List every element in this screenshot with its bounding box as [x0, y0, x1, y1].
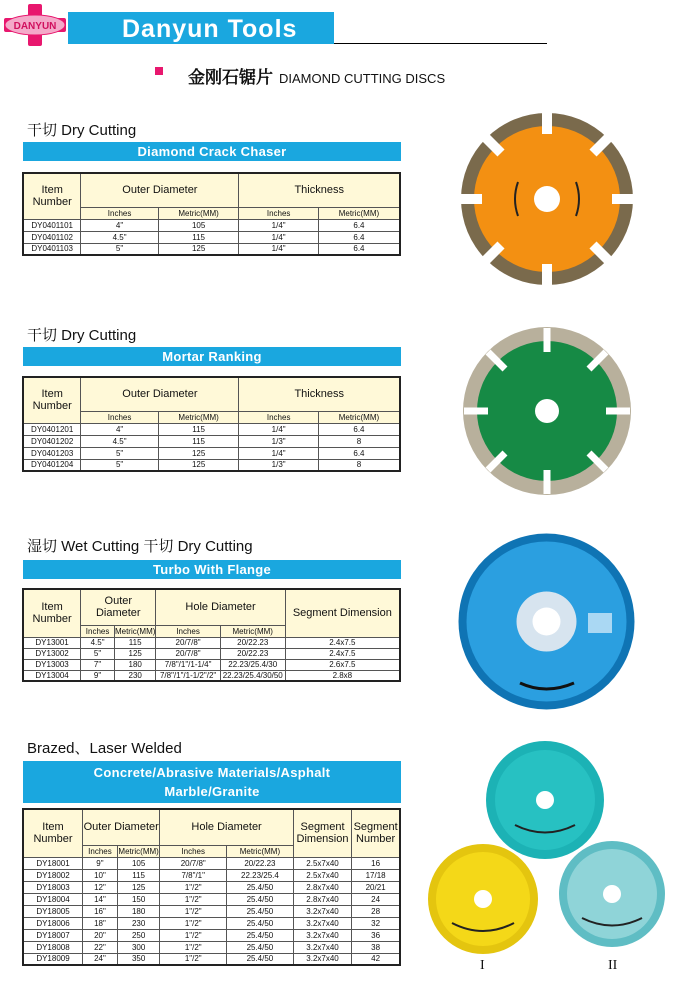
section2-title: 干切 Dry Cutting: [27, 327, 137, 344]
table-cell: DY0401202: [23, 435, 81, 447]
table-cell: 24": [83, 953, 118, 965]
blade-label-2: II: [608, 958, 618, 973]
table-cell: 1"/2": [160, 953, 227, 965]
table-cell: 3.2x7x40: [293, 941, 351, 953]
table-cell: 125: [158, 459, 239, 471]
table-cell: DY18005: [23, 905, 83, 917]
table-cell: 9": [83, 857, 118, 869]
table-cell: 2.5x7x40: [293, 857, 351, 869]
table-cell: DY0401101: [23, 219, 81, 231]
table-cell: 115: [158, 423, 239, 435]
table-cell: 1"/2": [160, 893, 227, 905]
table-cell: 1/4": [239, 231, 318, 243]
table-cell: 6.4: [318, 423, 400, 435]
table-cell: 230: [114, 670, 155, 681]
section3-banner: Turbo With Flange: [23, 560, 401, 579]
table-cell: 25.4/50: [227, 929, 294, 941]
table-cell: DY18009: [23, 953, 83, 965]
table-row: [23, 670, 400, 681]
table-cell: 6.4: [318, 219, 400, 231]
table-cell: 4.5": [81, 435, 158, 447]
table-cell: 125: [117, 881, 160, 893]
table-row: [23, 941, 400, 953]
table-cell: DY18006: [23, 917, 83, 929]
table-cell: 300: [117, 941, 160, 953]
table-cell: 22": [83, 941, 118, 953]
table-cell: 20/7/8": [156, 637, 220, 648]
table-cell: 1"/2": [160, 905, 227, 917]
table-cell: DY18001: [23, 857, 83, 869]
table-cell: 7/8"/1": [160, 869, 227, 881]
page-heading: 金刚石锯片 DIAMOND CUTTING DISCS: [188, 68, 446, 87]
table-cell: 1/4": [239, 423, 318, 435]
table-cell: 125: [158, 447, 239, 459]
table-cell: DY18007: [23, 929, 83, 941]
table-cell: 1/4": [239, 243, 318, 255]
table-cell: 6.4: [318, 231, 400, 243]
table-cell: 5": [81, 459, 158, 471]
table-cell: 4.5": [81, 231, 158, 243]
table-cell: 20/21: [352, 881, 400, 893]
table-cell: 115: [158, 435, 239, 447]
table-cell: 8: [318, 435, 400, 447]
table-cell: 2.8x7x40: [293, 893, 351, 905]
table-cell: 25.4/50: [227, 905, 294, 917]
table-cell: 2.4x7.5: [285, 648, 400, 659]
table-cell: 1"/2": [160, 881, 227, 893]
table-cell: 22.23/25.4/30/50: [220, 670, 285, 681]
table-cell: 25.4/50: [227, 881, 294, 893]
section1-title: 干切 Dry Cutting: [27, 122, 137, 139]
table-cell: 20": [83, 929, 118, 941]
table-cell: DY18003: [23, 881, 83, 893]
table-cell: 22.23/25.4: [227, 869, 294, 881]
table-cell: 14": [83, 893, 118, 905]
table-cell: 9": [81, 670, 115, 681]
table-cell: 3.2x7x40: [293, 905, 351, 917]
section4-banner: Concrete/Abrasive Materials/Asphalt Marble/Granite: [23, 761, 401, 803]
turbo-blade-image: [458, 533, 635, 710]
table-cell: 1"/2": [160, 941, 227, 953]
table-cell: 125: [158, 243, 239, 255]
table-row: [23, 219, 400, 231]
table-row: [23, 435, 400, 447]
brazed-blade-image-1: [427, 843, 539, 955]
table-cell: DY0401102: [23, 231, 81, 243]
table-cell: 1/4": [239, 447, 318, 459]
table-cell: 24: [352, 893, 400, 905]
table-row: [23, 231, 400, 243]
table-cell: 36: [352, 929, 400, 941]
table-cell: 2.6x7.5: [285, 659, 400, 670]
table-cell: DY0401204: [23, 459, 81, 471]
table-cell: DY18002: [23, 869, 83, 881]
table-cell: 2.8x8: [285, 670, 400, 681]
danyun-logo: [4, 4, 66, 46]
table-cell: DY13003: [23, 659, 81, 670]
table-cell: 10": [83, 869, 118, 881]
table-cell: 12": [83, 881, 118, 893]
table-cell: 25.4/50: [227, 941, 294, 953]
table-cell: 1/3": [239, 435, 318, 447]
table-cell: 115: [114, 637, 155, 648]
table-cell: 1/4": [239, 219, 318, 231]
table-cell: 42: [352, 953, 400, 965]
table-cell: 16: [352, 857, 400, 869]
table-cell: 16": [83, 905, 118, 917]
svg-text:DANYUN: DANYUN: [13, 21, 57, 32]
table-cell: DY0401203: [23, 447, 81, 459]
table-cell: DY13001: [23, 637, 81, 648]
table-cell: 17/18: [352, 869, 400, 881]
section3-title: 湿切 Wet Cutting 干切 Dry Cutting: [27, 538, 253, 555]
brand-title: Danyun Tools: [122, 15, 298, 43]
table-row: [23, 648, 400, 659]
section2-banner: Mortar Ranking: [23, 347, 401, 366]
table-cell: DY0401201: [23, 423, 81, 435]
table-cell: 25.4/50: [227, 953, 294, 965]
table-cell: 6.4: [318, 447, 400, 459]
table-cell: 180: [114, 659, 155, 670]
table-cell: 18": [83, 917, 118, 929]
table-cell: 150: [117, 893, 160, 905]
table-cell: 32: [352, 917, 400, 929]
table-row: [23, 929, 400, 941]
table-cell: 6.4: [318, 243, 400, 255]
table-row: [23, 857, 400, 869]
heading-bullet: [155, 67, 163, 75]
table-cell: DY13004: [23, 670, 81, 681]
table-cell: 3.2x7x40: [293, 929, 351, 941]
table-cell: 115: [158, 231, 239, 243]
crack-chaser-blade-image: [460, 112, 634, 286]
section1-table: Item Number Outer Diameter Thickness Inches Metric(MM) Inches Metric(MM) DY0401101 4" 105 1/4" 6.4 DY0401102 4.5" 115 1/4" 6.4 DY0401103 5" 125 1/4" 6.4: [22, 172, 401, 256]
table-cell: 20/7/8": [156, 648, 220, 659]
table-row: [23, 953, 400, 965]
table-cell: 7": [81, 659, 115, 670]
table-cell: 2.8x7x40: [293, 881, 351, 893]
table-cell: 4": [81, 219, 158, 231]
header-rule: [334, 43, 547, 44]
table-row: [23, 659, 400, 670]
table-cell: DY18008: [23, 941, 83, 953]
table-cell: 5": [81, 648, 115, 659]
section1-banner: Diamond Crack Chaser: [23, 142, 401, 161]
table-cell: 8: [318, 459, 400, 471]
table-row: [23, 881, 400, 893]
table-cell: 105: [117, 857, 160, 869]
table-row: [23, 637, 400, 648]
table-cell: 7/8"/1"/1-1/2"/2": [156, 670, 220, 681]
table-cell: 25.4/50: [227, 893, 294, 905]
table-row: [23, 447, 400, 459]
table-row: [23, 423, 400, 435]
table-cell: DY18004: [23, 893, 83, 905]
section4-title: Brazed、Laser Welded: [27, 740, 182, 757]
table-cell: 5": [81, 243, 158, 255]
table-cell: 2.4x7.5: [285, 637, 400, 648]
table-cell: 1"/2": [160, 917, 227, 929]
section4-table: Item Number Outer Diameter Hole Diameter Segment Dimension Segment Number Inches Metric(MM) Inches Metric(MM) DY18001 9" 105 20/7/8" 20/22.23 2.5x7x40 16 DY18002 10" 115 7/8"/1" 22.23/25.4 2.5x7x40 17/18 DY18003 12" 125 1"/2" 25.4/50 2.8x7x40 20/21 DY18004 14" 150 1"/2" 25.4/50 2.8x7x40 24 DY18005 16" 180 1"/2" 25.4/50 3.2x7x40 28 DY18006 18" 230 1"/2" 25.4/50 3.2x7x40 32 DY18007 20" 250 1"/2" 25.4/50 3.2x7x40 36 DY18008 22" 300 1"/2" 25.4/50 3.2x7x40 38 DY18009 24" 350 1"/2" 25.4/50 3.2x7x40 42: [22, 808, 401, 966]
table-cell: 105: [158, 219, 239, 231]
table-cell: 3.2x7x40: [293, 917, 351, 929]
table-cell: 115: [117, 869, 160, 881]
table-cell: DY0401103: [23, 243, 81, 255]
table-row: [23, 917, 400, 929]
table-cell: 20/22.23: [220, 637, 285, 648]
blade-label-1: I: [480, 958, 485, 973]
brand-bar: [68, 12, 334, 44]
section3-table: Item Number Outer Diameter Hole Diameter Segment Dimension Inches Metric(MM) Inches Metric(MM) DY13001 4.5" 115 20/7/8" 20/22.23 2.4x7.5 DY13002 5" 125 20/7/8" 20/22.23 2.4x7.5 DY13003 7" 180 7/8"/1"/1-1/4" 22.23/25.4/30 2.6x7.5 DY13004 9" 230 7/8"/1"/1-1/2"/2" 22.23/25.4/30/50 2.8x8: [22, 588, 401, 682]
brazed-blade-image-2: [558, 840, 666, 948]
table-cell: 180: [117, 905, 160, 917]
table-cell: 250: [117, 929, 160, 941]
table-cell: 7/8"/1"/1-1/4": [156, 659, 220, 670]
table-cell: 22.23/25.4/30: [220, 659, 285, 670]
mortar-ranking-blade-image: [462, 326, 632, 496]
table-cell: 20/22.23: [220, 648, 285, 659]
table-cell: 1/3": [239, 459, 318, 471]
table-row: [23, 893, 400, 905]
table-cell: 25.4/50: [227, 917, 294, 929]
table-cell: 5": [81, 447, 158, 459]
table-row: [23, 869, 400, 881]
table-cell: 20/7/8": [160, 857, 227, 869]
table-cell: 125: [114, 648, 155, 659]
table-cell: 230: [117, 917, 160, 929]
table-cell: 4.5": [81, 637, 115, 648]
section2-table: Item Number Outer Diameter Thickness Inches Metric(MM) Inches Metric(MM) DY0401201 4" 115 1/4" 6.4 DY0401202 4.5" 115 1/3" 8 DY0401203 5" 125 1/4" 6.4 DY0401204 5" 125 1/3" 8: [22, 376, 401, 472]
table-cell: 20/22.23: [227, 857, 294, 869]
table-cell: 350: [117, 953, 160, 965]
table-row: [23, 459, 400, 471]
table-cell: 1"/2": [160, 929, 227, 941]
table-cell: 38: [352, 941, 400, 953]
table-cell: 3.2x7x40: [293, 953, 351, 965]
table-row: [23, 905, 400, 917]
table-cell: 4": [81, 423, 158, 435]
table-row: [23, 243, 400, 255]
table-cell: 2.5x7x40: [293, 869, 351, 881]
table-cell: DY13002: [23, 648, 81, 659]
table-cell: 28: [352, 905, 400, 917]
